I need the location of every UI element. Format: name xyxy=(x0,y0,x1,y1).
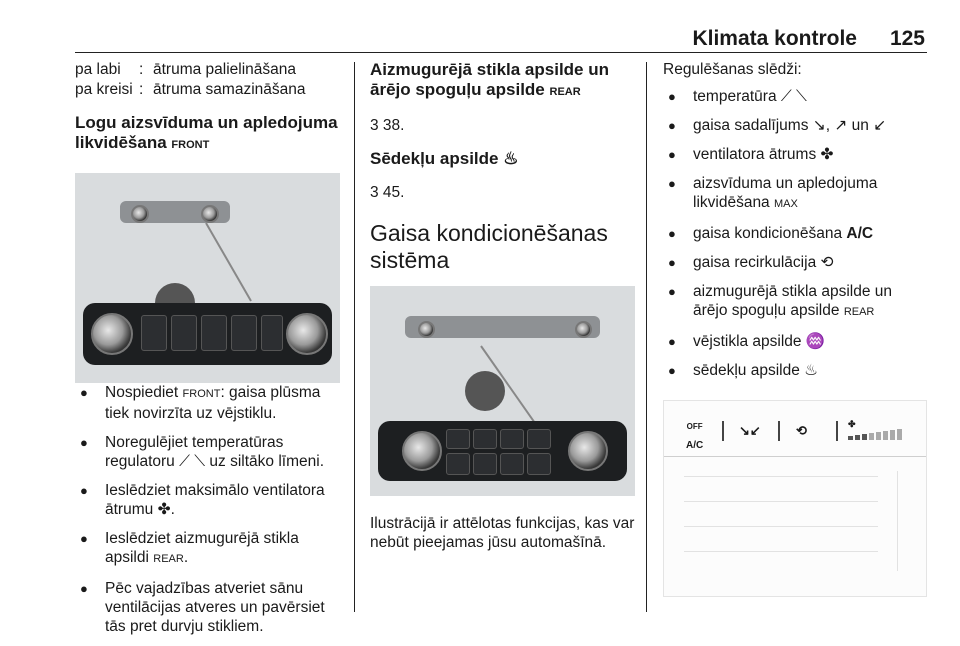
control-panel xyxy=(378,421,627,481)
ac-icon: A/C xyxy=(846,225,874,242)
ac-panel-illustration xyxy=(370,286,635,496)
control-panel xyxy=(83,303,332,365)
panel-button xyxy=(527,453,551,475)
panel-button xyxy=(527,429,551,449)
column-divider xyxy=(354,62,355,612)
panel-button xyxy=(446,429,470,449)
max-defrost-icon: MAX xyxy=(774,198,798,210)
display-scrollbar xyxy=(897,471,898,571)
list-item: ● Nospiediet FRONT: gaisa plūsma tiek novirzīta uz vējstiklu. xyxy=(75,383,340,423)
list-item: ● gaisa recirkulācija ⟲ xyxy=(663,253,928,272)
page-header xyxy=(75,0,927,53)
divider xyxy=(778,421,780,441)
seat-heating-icon: ♨ xyxy=(804,362,819,379)
knob xyxy=(575,321,592,338)
front-defrost-icon: FRONT xyxy=(171,139,210,151)
page-number: 125 xyxy=(889,27,925,50)
list-item: ● aizmugurējā stikla apsilde un ārējo spoguļu apsilde REAR xyxy=(663,282,928,322)
knob xyxy=(201,205,219,223)
column-middle xyxy=(370,60,635,552)
list-item: ● Ieslēdziet maksimālo ventilatora ātrumu ✤. xyxy=(75,481,340,519)
knob xyxy=(418,321,435,338)
chapter-section-title: Gaisa kondicionēšanas sistēma xyxy=(370,220,608,273)
list-item: ● ventilatora ātrums ✤ xyxy=(663,145,928,164)
fan-level-bar xyxy=(876,432,881,440)
panel-button xyxy=(201,315,227,351)
list-item: ● gaisa kondicionēšana A/C xyxy=(663,224,928,243)
seat-heating-icon: ♨ xyxy=(503,149,519,168)
page-reference: 3 38. xyxy=(370,117,405,134)
rear-defrost-icon: REAR xyxy=(549,86,581,98)
air-distribution-icon: ↘, ↗ un ↙ xyxy=(812,117,887,134)
ac-status: OFF A/C xyxy=(686,422,704,451)
column-divider xyxy=(646,62,647,612)
list-item: ● sēdekļu apsilde ♨ xyxy=(663,361,928,380)
fan-level-bar xyxy=(890,430,895,440)
panel-button xyxy=(141,315,167,351)
windshield-heating-icon: ♒ xyxy=(805,333,826,350)
column-left xyxy=(75,60,340,646)
kv-row: pa kreisi : ātruma samazināšana xyxy=(75,81,306,98)
panel-button xyxy=(171,315,197,351)
gear-knob xyxy=(465,371,505,411)
list-item: ● Noregulējiet temperatūras regulatoru ⟋ ⟍ uz siltāko līmeni. xyxy=(75,433,340,471)
list-item: ● vējstikla apsilde ♒ xyxy=(663,332,928,351)
kv-row: pa labi : ātruma palielināšana xyxy=(75,61,297,78)
display-line xyxy=(684,476,878,477)
temperature-icon: ⟋ ⟍ xyxy=(179,453,206,470)
rear-defrost-icon: REAR xyxy=(843,306,875,318)
recirculation-icon: ⟲ xyxy=(820,254,834,271)
panel-button xyxy=(500,453,524,475)
fan-level-bar xyxy=(848,436,853,440)
list-item: ● Pēc vajadzības atveriet sānu ventilācijas atveres un pavērsiet tās pret durvju stikliem. xyxy=(75,579,340,636)
panel-button xyxy=(231,315,257,351)
section-heading: Aizmugurējā stikla apsilde un ārējo spoguļu apsilde REAR xyxy=(370,60,635,102)
list-item: ● temperatūra ⟋ ⟍ xyxy=(663,87,928,106)
knob xyxy=(131,205,149,223)
left-knob xyxy=(402,431,442,471)
section-heading: Logu aizsvīduma un apledojuma likvidēšana FRONT xyxy=(75,113,340,155)
recirculation-icon: ⟲ xyxy=(796,423,807,438)
fan-level-bar xyxy=(883,431,888,440)
controls-list xyxy=(663,87,928,380)
divider xyxy=(722,421,724,441)
fan-icon: ✤ xyxy=(157,501,171,518)
fan-icon: ✤ xyxy=(820,146,834,163)
illustration-caption: Ilustrācijā ir attēlotas funkcijas, kas var nebūt pieejamas jūsu automašīnā. xyxy=(370,515,635,551)
panel-button xyxy=(446,453,470,475)
panel-button xyxy=(261,315,283,351)
panel-button xyxy=(500,429,524,449)
intro-text: Regulēšanas slēdži: xyxy=(663,61,802,78)
display-line xyxy=(684,551,878,552)
front-defrost-icon: FRONT xyxy=(182,388,221,400)
right-knob xyxy=(286,313,328,355)
instruction-list xyxy=(75,383,340,636)
section-heading: Sēdekļu apsilde ♨ xyxy=(370,149,519,168)
chapter-title: Klimata kontrole xyxy=(692,27,857,50)
list-item: ● aizsvīduma un apledojuma likvidēšana MAX xyxy=(663,174,928,214)
right-knob xyxy=(568,431,608,471)
pointer-line xyxy=(205,223,252,302)
fan-level-bar xyxy=(855,435,860,440)
air-distribution-icon: ↘↙ xyxy=(739,423,761,438)
display-line xyxy=(684,526,878,527)
fan-level-bar xyxy=(862,434,867,440)
panel-button xyxy=(473,429,497,449)
climate-display-illustration xyxy=(663,400,927,597)
page-reference: 3 45. xyxy=(370,184,405,201)
temperature-icon: ⟋ ⟍ xyxy=(780,88,807,105)
left-knob xyxy=(91,313,133,355)
fan-level-bar xyxy=(869,433,874,440)
climate-panel-illustration xyxy=(75,173,340,383)
display-status-bar xyxy=(664,401,926,457)
display-line xyxy=(684,501,878,502)
fan-level-bar xyxy=(897,429,902,440)
list-item: ● Ieslēdziet aizmugurējā stikla apsildi REAR. xyxy=(75,529,340,569)
list-item: ● gaisa sadalījums ↘, ↗ un ↙ xyxy=(663,116,928,135)
column-right xyxy=(663,60,928,597)
rear-defrost-icon: REAR xyxy=(153,553,184,565)
panel-button xyxy=(473,453,497,475)
fan-icon: ✤ xyxy=(848,419,856,429)
divider xyxy=(836,421,838,441)
